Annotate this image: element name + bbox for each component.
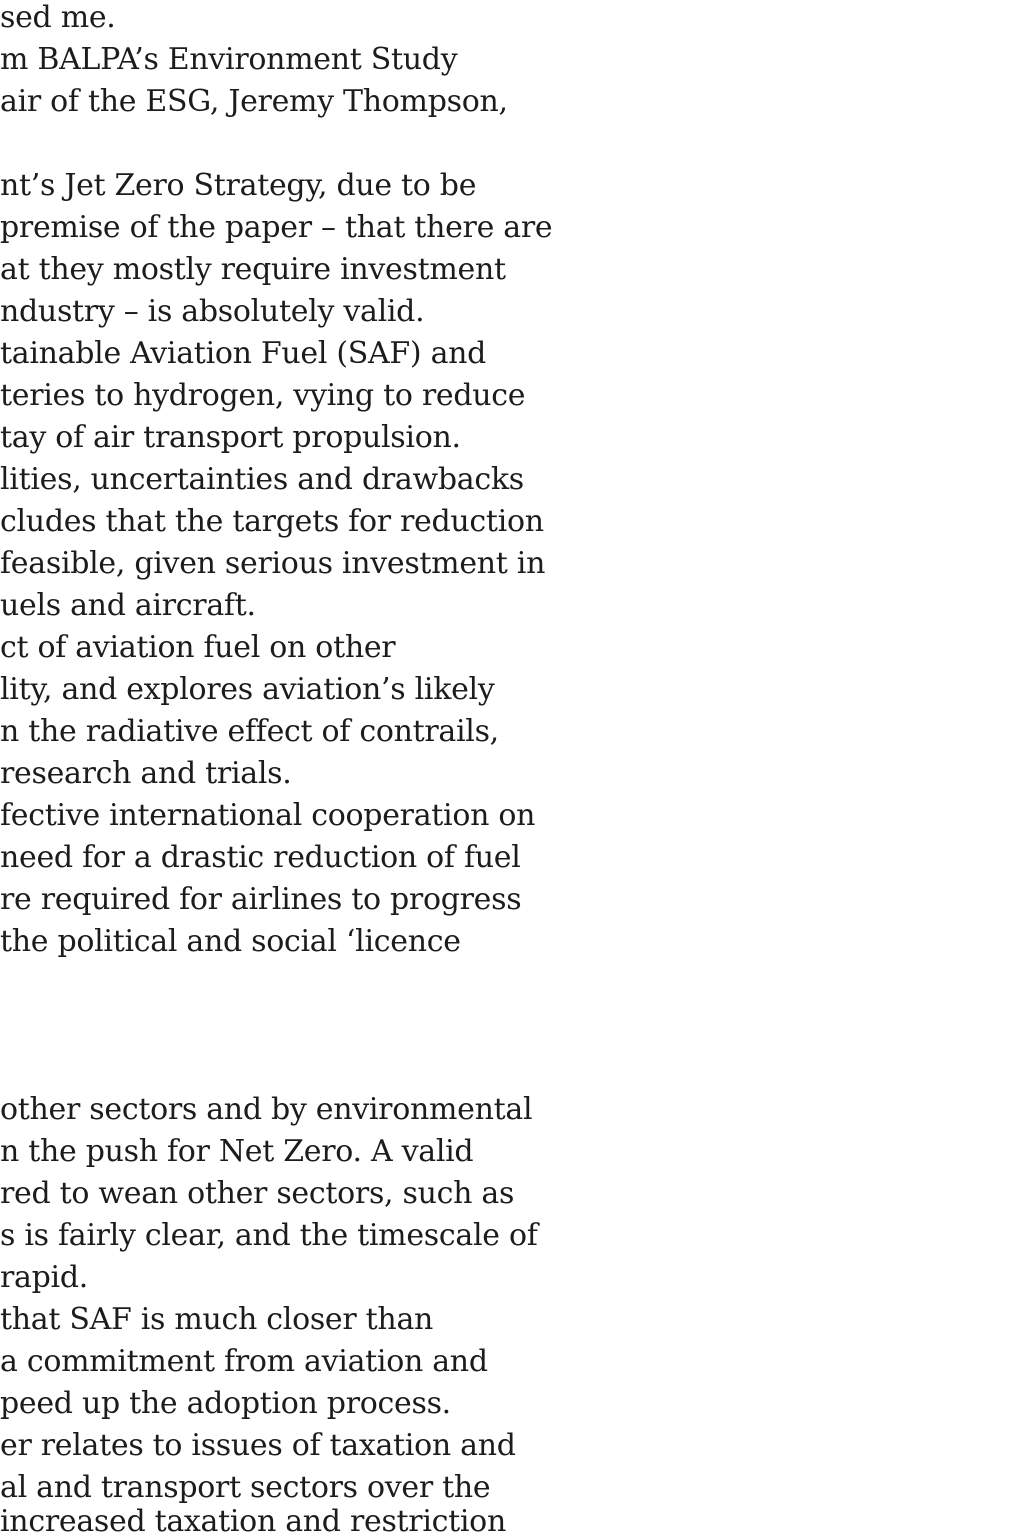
text-line: air of the ESG, Jeremy Thompson, (0, 84, 508, 119)
text-line: research and trials. (0, 756, 292, 791)
text-line: the political and social ‘licence (0, 924, 461, 959)
text-line: a commitment from aviation and (0, 1344, 488, 1379)
text-line: lity, and explores aviation’s likely (0, 672, 495, 707)
text-line: fective international cooperation on (0, 798, 536, 833)
text-line: increased taxation and restriction (0, 1504, 506, 1536)
text-line: tainable Aviation Fuel (SAF) and (0, 336, 487, 371)
text-line: ndustry – is absolutely valid. (0, 294, 425, 329)
text-line: s is fairly clear, and the timescale of (0, 1218, 538, 1253)
text-line: n the radiative effect of contrails, (0, 714, 499, 749)
text-line: re required for airlines to progress (0, 882, 522, 917)
text-line: lities, uncertainties and drawbacks (0, 462, 524, 497)
text-line: sed me. (0, 0, 116, 35)
text-line: rapid. (0, 1260, 88, 1295)
text-line: uels and aircraft. (0, 588, 256, 623)
text-line: other sectors and by environmental (0, 1092, 533, 1127)
text-line: m BALPA’s Environment Study (0, 42, 458, 77)
text-line: al and transport sectors over the (0, 1470, 491, 1505)
text-line: at they mostly require investment (0, 252, 506, 287)
text-line: that SAF is much closer than (0, 1302, 434, 1337)
text-line: nt’s Jet Zero Strategy, due to be (0, 168, 477, 203)
text-line: peed up the adoption process. (0, 1386, 451, 1421)
text-line: n the push for Net Zero. A valid (0, 1134, 474, 1169)
text-line: feasible, given serious investment in (0, 546, 546, 581)
text-line: premise of the paper – that there are (0, 210, 553, 245)
text-line: tay of air transport propulsion. (0, 420, 461, 455)
text-line: need for a drastic reduction of fuel (0, 840, 521, 875)
text-line: red to wean other sectors, such as (0, 1176, 515, 1211)
text-line: ct of aviation fuel on other (0, 630, 396, 665)
text-line: er relates to issues of taxation and (0, 1428, 516, 1463)
text-line: teries to hydrogen, vying to reduce (0, 378, 526, 413)
text-line: cludes that the targets for reduction (0, 504, 544, 539)
